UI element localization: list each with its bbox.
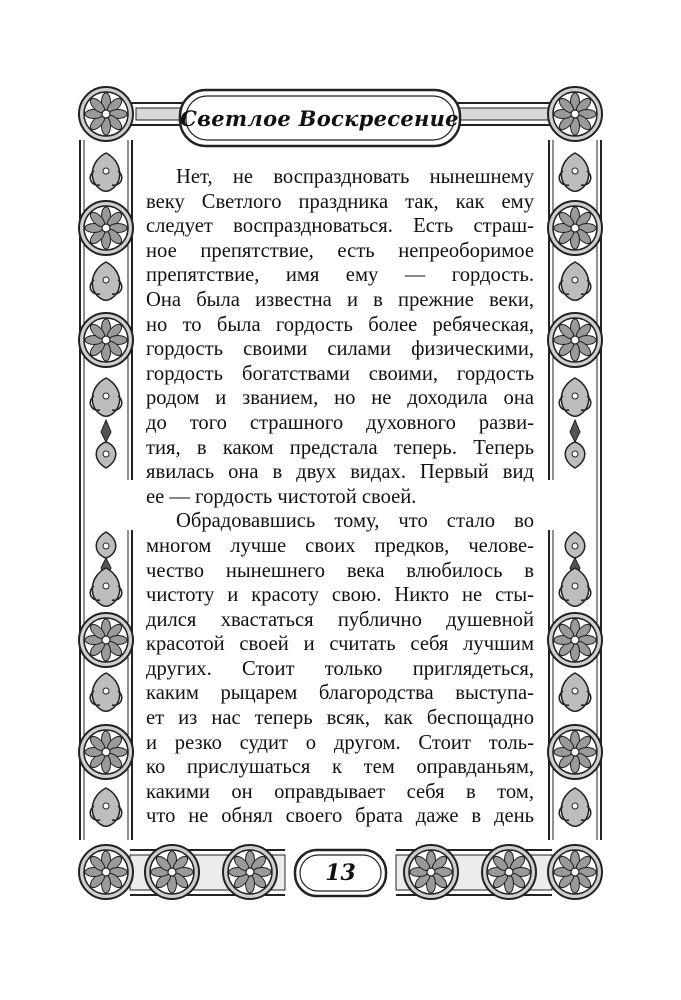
page-number-plaque	[293, 848, 388, 898]
text-line: препятствие, имя ему — гордость.	[146, 264, 534, 287]
text-line: гордость богатствами своими, гордость	[146, 362, 534, 385]
page-number: 13	[325, 860, 356, 886]
text-line: веку Светлого праздника так, как ему	[146, 190, 534, 213]
text-line: какими он оправдывает себя в том,	[146, 780, 534, 803]
text-line: следует воспраздноваться. Есть страш-	[146, 215, 534, 238]
text-line: чество нынешнего века влюбилось в	[146, 559, 534, 582]
text-line: родом и званием, но не доходила она	[146, 387, 534, 410]
text-line: но то была гордость более ребяческая,	[146, 313, 534, 336]
text-line: ко прислушаться к тем оправданьям,	[146, 756, 534, 779]
text-line: Нет, не воспраздновать нынешнему	[176, 166, 534, 188]
text-line: тия, в каком предстала теперь. Теперь	[146, 436, 534, 459]
text-line: явилась она в двух видах. Первый вид	[146, 461, 534, 484]
text-line: гордость своими силами физическими,	[146, 338, 534, 361]
text-line: каким рыцарем благородства выступа-	[146, 682, 534, 705]
text-line: Обрадовавшись тому, что стало во	[176, 510, 534, 533]
text-line: ее — гордость чистотой своей.	[146, 485, 417, 508]
text-line: до того страшного духовного разви-	[146, 411, 534, 434]
text-line: красотой своей и считать себя лучшим	[146, 633, 534, 656]
text-line: Она была известна и в прежние веки,	[146, 288, 534, 311]
paragraph-2	[146, 509, 534, 829]
text-line: и резко судит о другом. Стоит толь-	[146, 731, 534, 754]
text-line: что не обнял своего брата даже в день	[146, 805, 534, 828]
text-line: многом лучше своих предков, челове-	[146, 534, 534, 557]
text-line: ное препятствие, есть непреоборимое	[146, 239, 534, 262]
paragraph-1	[146, 165, 534, 509]
running-header	[178, 88, 461, 148]
text-line: чистоту и красоту свою. Никто не сты-	[146, 584, 534, 607]
text-line: дился хвастаться публично душевной	[146, 608, 534, 631]
text-line: других. Стоит только приглядеться,	[146, 657, 534, 680]
page-title: Светлое Воскресение	[180, 105, 459, 131]
text-line: ет из нас теперь всяк, как беспощадно	[146, 707, 534, 730]
body-text	[146, 165, 534, 829]
